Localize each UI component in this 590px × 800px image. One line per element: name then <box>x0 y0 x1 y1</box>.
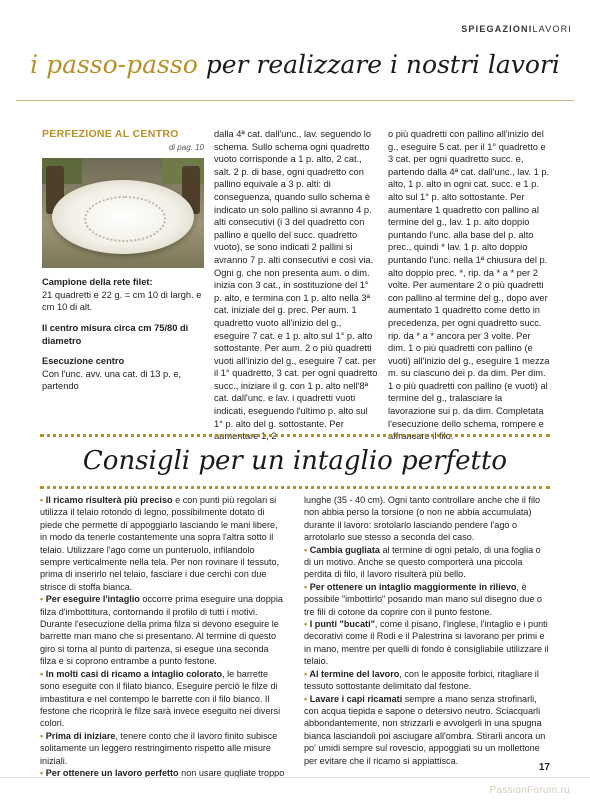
right-column: o più quadretti con pallino all'inizio del g., eseguire 5 cat. per il 1° quadretto e 3 cat. per ogni quadretto succ. e, partendo dalla 4ª cat. dall'unc., lav. 1 p. alto, 1 p. alto in ogni cat. succ. e 1 p. alto sul 1° p. alto sottostante. Per aumentare 1 quadretto con pallino al termine del g., lav. 1 p. alto doppio puntando l'unc. alla base del p. alto prec., quindi * lav. 1 p. alto doppio puntando l'unc. nella 1ª chiusura del p. alto doppio prec. *, rip. da * a * per 2 volte. Per aumentare 2 o più quadretti con pallino al termine del g., dopo aver aumentato 1 quadretto come detto in precedenza, per ogni quadretto succ. rip. da * a * ancora per 3 volte. Per dim. 1 o più quadretti con pallino (e vuoti) all'inizio del g., eseguire 1 mezza m. su ciascuno dei p. da dim. Per dim. 1 o più quadretti con pallino (e vuoti) al termine del g., tralasciare la lavorazione sui p. da dim. Completata l'esecuzione dello schema, rompere e affrancare il filo. <box>388 129 550 442</box>
execution-text: Con l'unc. avv. una cat. di 13 p. e, partendo <box>42 368 182 392</box>
bullet-icon: • <box>40 730 46 741</box>
size-text: Il centro misura circa cm 75/80 di diametro <box>42 322 189 346</box>
watermark: PassionForum.ru <box>489 785 570 796</box>
bullet-icon: • <box>304 581 310 592</box>
sample-text: 21 quadretti e 22 g. = cm 10 di largh. e cm 10 di alt. <box>42 289 202 313</box>
bullet-icon: • <box>304 619 310 630</box>
bullet-icon: • <box>304 668 310 679</box>
middle-column: dalla 4ª cat. dall'unc., lav. seguendo lo schema. Sullo schema ogni quadretto vuoto corrisponde a 1 p. alto, 2 cat., salt. 2 p. di base, ogni quadretto con pallino equivale a 3 p. alti: di conseguenza, quando sullo schema è indicato un solo pallino si avranno 4 p. alti consecutivi (i 3 del quadretto con pallino e quello del succ. quadretto vuoto), se sono indicati 2 pallini si avranno 7 p. alti consecutivi e così via. Ogni g. che non presenta aum. o dim. inizia con 3 cat., in sostituzione del 1° p. alto, e termina con 1 p. alto nella 3ª cat. iniziale del g. prec. Per aum. 1 quadretto vuoto all'inizio del g., eseguire 7 cat. e 1 p. alto sul 1° p. alto sottostante. Per aum. 2 o più quadretti vuoti all'inizio del g., eseguire 7 cat. per il 1° quadretto, 3 cat. per ogni quadretto succ., iniziare il g. con 1 p. alto nell'8ª cat. dall'unc. e lav. i quadretti vuoti indicati, eseguendo l'ultimo p. alto sul 1° p. alto del g. sottostante. Per aumentare 1, 2 <box>214 129 378 442</box>
bullet-icon: • <box>40 495 46 505</box>
title-divider <box>16 100 574 101</box>
tip-item: • Lavare i capi ricamati sempre a mano senza strofinarli, con acqua tiepida e sapone o detersivo neutro. Sciacquarli abbondantemente, non strizzarli e avvolgerli in una spugna bianca lasciandoli poi asciugare all'ombra. Stirarli ancora un po' umidi sempre sul rovescio, appoggiati su un mollettone per evitare che il ricamo si appiattisca. <box>304 693 546 766</box>
sample-title: Campione della rete filet: <box>42 277 153 288</box>
doily-photo <box>42 158 204 268</box>
section-header <box>461 24 572 34</box>
tip-item: • Prima di iniziare, tenere conto che il lavoro finito subisce solitamente un leggero restringimento rispetto alle misure iniziali. <box>40 730 278 766</box>
bullet-icon: • <box>304 693 310 704</box>
dotted-divider <box>40 434 550 437</box>
tips-title: Consigli per un intaglio perfetto <box>82 446 508 476</box>
tips-right-column <box>304 494 550 767</box>
tip-item: • Al termine del lavoro, con le apposite forbici, ritagliare il tessuto sottostante delimitato dal festone. <box>304 668 539 692</box>
tips-left-column <box>40 494 286 779</box>
tip-item: • Il ricamo risulterà più preciso e con punti più regolari si utilizza il telaio rotondo di legno, possibilmente dotato di piede che permette di appoggiarlo lasciando le mani libere, in modo da tenerle costantemente una sopra l'altra sotto il telaio. Utilizzare l'ago come un punteruolo, infilandolo sempre verticalmente nella tela. Per non rovinare il tessuto, prima di inserirlo nel telaio, fasciare i due cerchi con due strisce di stoffa bianca. <box>40 495 280 592</box>
page-title-rest: per realizzare i nostri lavori <box>197 50 560 79</box>
bullet-icon: • <box>40 594 46 605</box>
left-column <box>42 128 204 393</box>
page-title-accent: i passo-passo <box>30 50 198 79</box>
pattern-heading: PERFEZIONE AL CENTRO <box>42 128 179 140</box>
doily-pattern <box>84 196 166 242</box>
execution-title: Esecuzione centro <box>42 356 125 367</box>
tip-item: • I punti "bucati", come il pisano, l'inglese, l'intaglio e i punti decorativi come il Rodi e il Palestrina si lavorano per primi e in mano, mentre per quelli di fondo è consigliabile utilizzare il telaio. <box>304 619 549 667</box>
section-header-bold: SPIEGAZIONI <box>461 24 533 34</box>
bullet-icon: • <box>304 544 310 555</box>
tip-item: • In molti casi di ricamo a intaglio colorato, le barrette sono eseguite con il filato bianco. Eseguire perciò le filze di imbastitura e nel contempo le barrette con il filo bianco. Il festone che ricoprirà le filze sarà invece eseguito nei diversi colori. <box>40 668 281 729</box>
page-title <box>0 50 590 79</box>
tip-item: • Per ottenere un lavoro perfetto non usare gugliate troppo <box>40 767 285 778</box>
page-reference: di pag. 10 <box>168 142 204 152</box>
footer-divider <box>0 777 590 778</box>
section-header-thin: LAVORI <box>532 24 572 34</box>
page-number: 17 <box>538 762 550 773</box>
tip-item: lunghe (35 - 40 cm). Ogni tanto controllare anche che il filo non abbia perso la torsione (o non ne abbia accumulata) durante il lavoro: srotolarlo lasciando pendere l'ago o arrotolarlo sue stesso a seconda del caso. <box>304 495 541 543</box>
tip-item: • Cambia gugliata al termine di ogni petalo, di una foglia o di un motivo. Anche se questo comporterà una piccola perdita di filo, il lavoro risulterà più bello. <box>304 544 541 580</box>
dotted-divider <box>40 486 550 489</box>
tip-item: • Per eseguire l'intaglio occorre prima eseguire una doppia filza d'imbottitura, contornando il profilo di tutti i motivi. Durante l'esecuzione della prima filza si devono eseguire le barrette man mano che si presentano. Al termine di questo giro si torna al punto di partenza, si esegue una seconda filza e si coprono entrambe a punto festone. <box>40 594 283 667</box>
bullet-icon: • <box>40 767 46 778</box>
tip-item: • Per ottenere un intaglio maggiormente in rilievo, è possibile "imbottirlo" posando man mano sul disegno due o tre fili di cotone da coprire con il punto festone. <box>304 581 542 617</box>
bullet-icon: • <box>40 668 46 679</box>
